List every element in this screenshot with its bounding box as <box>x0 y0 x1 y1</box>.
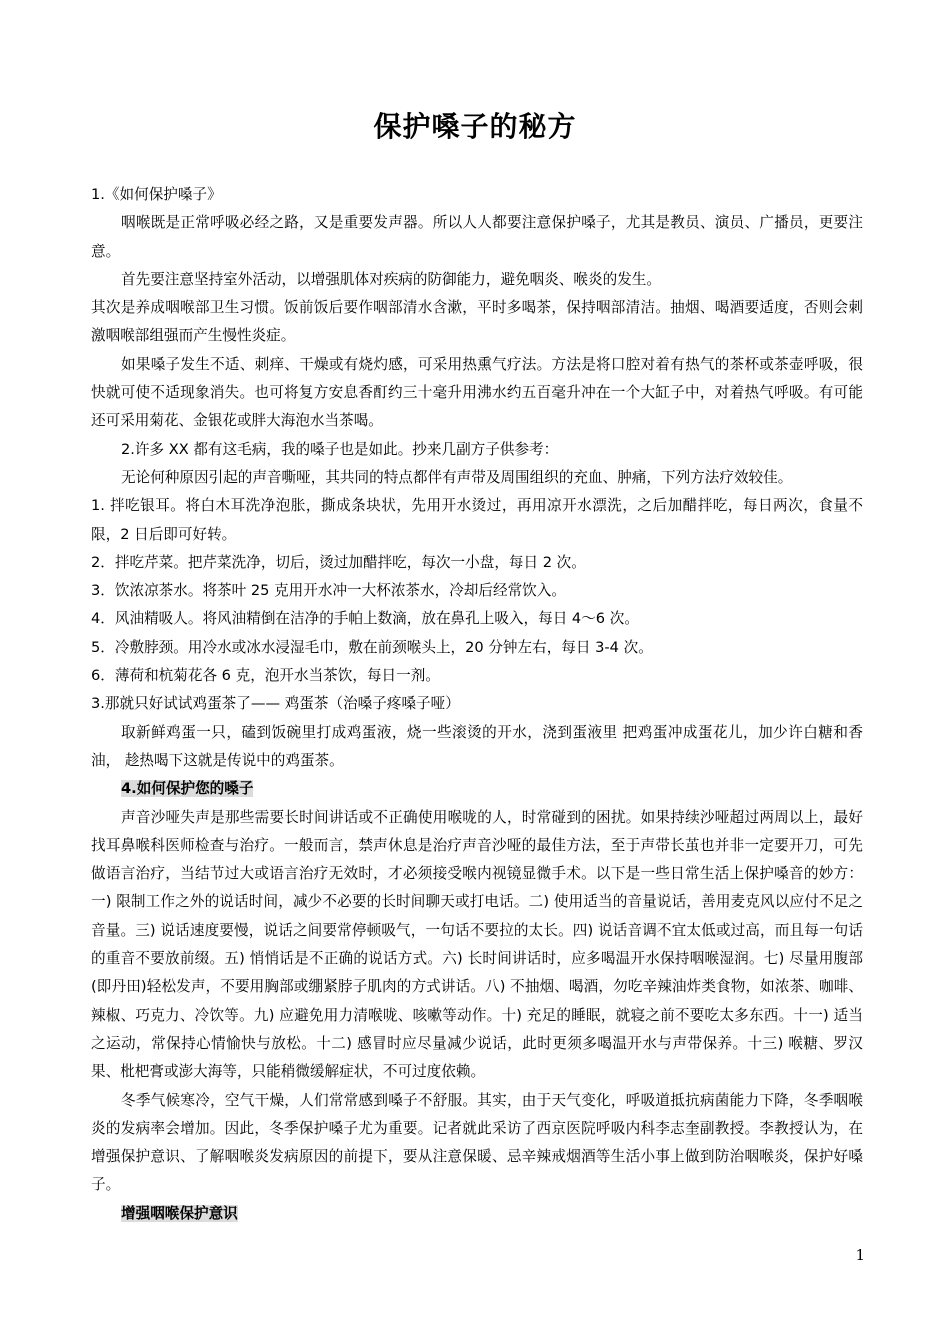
list-item: 3．饮浓凉茶水。将茶叶 25 克用开水冲一大杯浓茶水，冷却后经常饮入。 <box>91 582 566 600</box>
list-item: 1. 拌吃银耳。将白木耳洗净泡胀，撕成条块状，先用开水烫过，再用凉开水漂洗，之后加醋拌吃，每日两次，食量不限，2 日后即可好转。 <box>91 497 863 543</box>
paragraph: 咽喉既是正常呼吸必经之路，又是重要发声器。所以人人都要注意保护嗓子，尤其是教员、演员、广播员，更要注意。 <box>91 214 863 260</box>
subheading <box>91 1200 863 1228</box>
paragraph: 无论何种原因引起的声音嘶哑，其共同的特点都伴有声带及周围组织的充血、肿痛，下列方法疗效较佳。 <box>121 468 793 486</box>
paragraph: 冬季气候寒冷，空气干燥，人们常常感到嗓子不舒服。其实，由于天气变化，呼吸道抵抗病菌能力下降，冬季咽喉炎的发病率会增加。因此，冬季保护嗓子尤为重要。记者就此采访了西京医院呼吸内科李志奎副教授。李教授认为，在增强保护意识、了解咽喉炎发病原因的前提下，要从注意保暖、忌辛辣戒烟酒等生活小事上做到防治咽喉炎，保护好嗓子。 <box>91 1091 863 1194</box>
highlighted-subheading: 增强咽喉保护意识 <box>121 1204 238 1222</box>
list-item: 5．冷敷脖颈。用冷水或冰水浸湿毛巾，敷在前颈喉头上，20 分钟左右，每日 3-4 次。 <box>91 638 653 656</box>
list-item: 6．薄荷和杭菊花各 6 克，泡开水当茶饮，每日一剂。 <box>91 667 440 685</box>
paragraph: 如果嗓子发生不适、刺痒、干燥或有烧灼感，可采用热熏气疗法。方法是将口腔对着有热气的茶杯或茶壶呼吸，很快就可使不适现象消失。也可将复方安息香酊约三十毫升用沸水约五百毫升冲在一个大缸子中，对着热气呼吸。有可能还可采用菊花、金银花或胖大海泡水当茶喝。 <box>91 355 863 430</box>
section-heading-2: 2.许多 XX 都有这毛病，我的嗓子也是如此。抄来几副方子供参考： <box>121 440 559 458</box>
paragraph: 其次是养成咽喉部卫生习惯。饭前饭后要作咽部清水含漱，平时多喝茶，保持咽部清洁。抽烟、喝酒要适度，否则会刺激咽喉部组强而产生慢性炎症。 <box>91 299 863 345</box>
section-heading-3: 3.那就只好试试鸡蛋茶了—— 鸡蛋茶（治嗓子疼嗓子哑） <box>91 695 460 713</box>
paragraph: 首先要注意坚持室外活动，以增强肌体对疾病的防御能力，避免咽炎、喉炎的发生。 <box>121 270 661 288</box>
section-heading-4 <box>91 775 863 803</box>
paragraph: 声音沙哑失声是那些需要长时间讲话或不正确使用喉咙的人，时常碰到的困扰。如果持续沙哑超过两周以上，最好找耳鼻喉科医师检查与治疗。一般而言，禁声休息是治疗声音沙哑的最佳方法，至于声带长茧也并非一定要开刀，可先做语言治疗，当结节过大或语言治疗无效时，才必须接受喉内视镜显微手术。以下是一些日常生活上保护嗓音的妙方：一) 限制工作之外的说话时间，减少不必要的长时间聊天或打电话。二) 使用适当的音量说话，善用麦克风以应付不足之音量。三) 说话速度要慢，说话之间要常停顿吸气，一句话不要拉的太长。四) 说话音调不宜太低或过高，而且每一句话的重音不要放前缀。五) 悄悄话是不正确的说话方式。六) 长时间讲话时，应多喝温开水保持咽喉湿润。七) 尽量用腹部(即丹田)轻松发声，不要用胸部或绷紧脖子肌肉的方式讲话。八) 不抽烟、喝酒，勿吃辛辣油炸类食物，如浓茶、咖啡、辣椒、巧克力、冷饮等。九) 应避免用力清喉咙、咳嗽等动作。十) 充足的睡眠，就寝之前不要吃太多东西。十一) 适当之运动，常保持心情愉快与放松。十二) 感冒时应尽量减少说话，此时更须多喝温开水与声带保养。十三) 喉糖、罗汉果、枇杷膏或澎大海等，只能稍微缓解症状，不可过度依赖。 <box>91 808 863 1081</box>
list-item: 4．风油精吸人。将风油精倒在洁净的手帕上数滴，放在鼻孔上吸入，每日 4～6 次。 <box>91 610 639 628</box>
list-item: 2．拌吃芹菜。把芹菜洗净，切后，烫过加醋拌吃，每次一小盘，每日 2 次。 <box>91 553 586 571</box>
highlighted-heading: 4.如何保护您的嗓子 <box>121 780 254 798</box>
document-title: 保护嗓子的秘方 <box>373 110 577 143</box>
document-body <box>91 181 863 1228</box>
section-heading-1: 1.《如何保护嗓子》 <box>91 186 222 203</box>
paragraph: 取新鲜鸡蛋一只，磕到饭碗里打成鸡蛋液，烧一些滚烫的开水，浇到蛋液里 把鸡蛋冲成蛋花儿，加少许白糖和香油， 趁热喝下这就是传说中的鸡蛋茶。 <box>91 723 863 769</box>
page-number: 1 <box>855 1246 865 1264</box>
